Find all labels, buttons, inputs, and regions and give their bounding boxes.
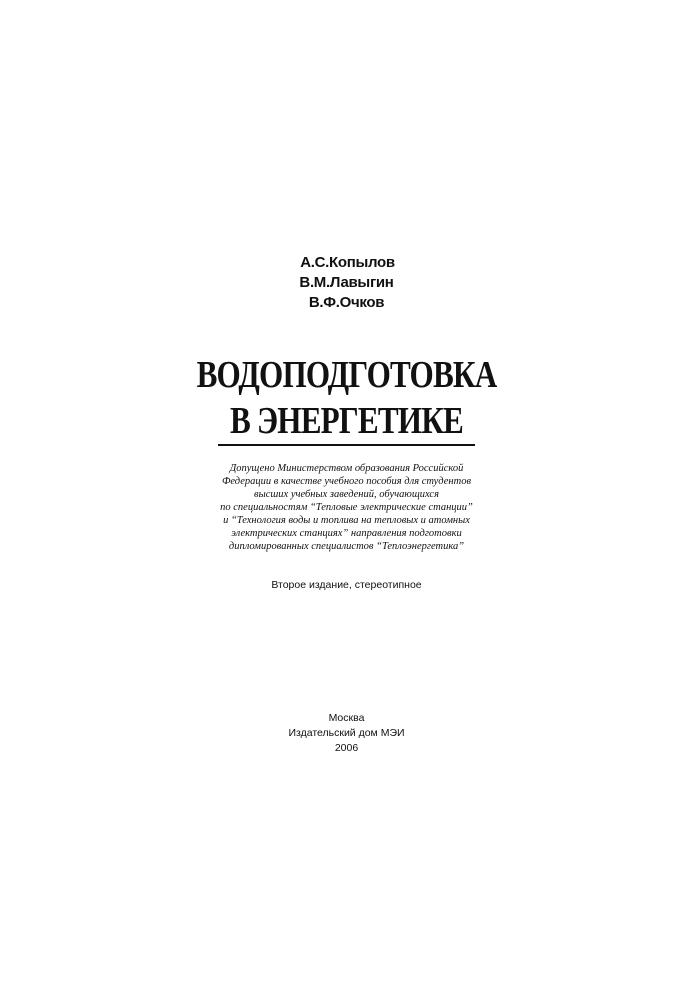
approval-statement [0,462,693,553]
author-name: А.С.Копылов [300,254,395,271]
imprint-city: Москва [328,712,365,724]
author-name: В.Ф.Очков [308,294,385,311]
approval-line: и “Технология воды и топлива на тепловых и атомных [223,515,470,526]
approval-line: электрических станциях” направления подготовки [231,528,462,539]
title-divider [218,444,475,446]
book-title [62,352,630,444]
imprint-block [0,711,693,756]
imprint-year: 2006 [334,742,359,754]
approval-line: дипломированных специалистов “Теплоэнергетика” [228,541,465,552]
author-name: В.М.Лавыгин [299,274,394,291]
approval-line: Федерации в качестве учебного пособия для студентов [221,476,472,487]
approval-line: Допущено Министерством образования Российской [229,463,464,474]
edition-note: Второе издание, стереотипное [271,579,422,591]
approval-line: высших учебных заведений, обучающихся [254,489,439,500]
book-title-line-2: В ЭНЕРГЕТИКЕ [230,400,463,442]
authors-block [0,253,693,313]
imprint-publisher: Издательский дом МЭИ [288,727,405,739]
book-title-line-1: ВОДОПОДГОТОВКА [196,354,497,396]
approval-line: по специальностям “Тепловые электрические станции” [220,502,473,513]
